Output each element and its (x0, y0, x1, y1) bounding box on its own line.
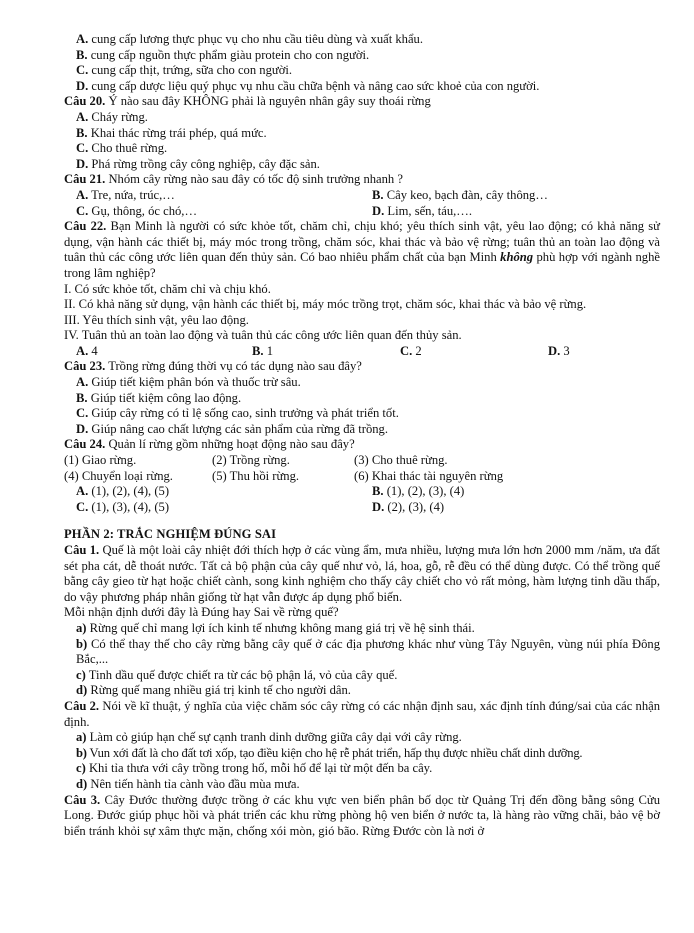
q23-stem: Câu 23. Trồng rừng đúng thời vụ có tác dụng nào sau đây? (64, 359, 362, 374)
q19-option-d: D. cung cấp dược liệu quý phục vụ nhu cầu chữa bệnh và nâng cao sức khoẻ của con người. (76, 78, 540, 93)
q21-options-row-1 (64, 188, 660, 204)
q24-act-5: (5) Thu hồi rừng. (212, 468, 300, 483)
q22-option-c: C. 2 (400, 343, 422, 358)
p2q1-prompt: Mỗi nhận định dưới đây là Đúng hay Sai về rừng quế? (64, 605, 339, 620)
q22-stem: Câu 22. Bạn Minh là người có sức khỏe tốt, chăm chỉ, chịu khó; yêu thích sinh vật, yêu lao động; có khả năng sử dụng, vận hành các thiết bị, máy móc trong trồng, chăm sóc, khai thác và bảo vệ rừng; tuân thủ an toàn lao động và tuân thủ các công ước liên quan đến thủy sản. Có bao nhiêu phẩm chất của bạn Minh không phù hợp với ngành nghề trong lâm nghiệp? (64, 219, 660, 280)
p2q1-item-d: d) Rừng quế mang nhiều giá trị kinh tế cho người dân. (76, 683, 351, 698)
p2q1-item-b: b) Có thể thay thế cho cây rừng bằng cây quế ở các địa phương khác như vùng Tây Nguyên, vùng núi phía Đông Bắc,... (76, 636, 660, 667)
q21-option-a: A. Tre, nứa, trúc,… (76, 187, 175, 202)
q22-item-3: III. Yêu thích sinh vật, yêu lao động. (64, 312, 249, 327)
p2q2-item-a: a) Làm cỏ giúp hạn chế sự cạnh tranh dinh dưỡng giữa cây dại với cây rừng. (76, 730, 462, 745)
q22-options-row (64, 344, 660, 360)
p2q1-item-c: c) Tinh dầu quế được chiết ra từ các bộ phận lá, vỏ của cây quế. (76, 667, 398, 682)
q24-acts-row-2 (64, 469, 660, 485)
exam-page (64, 32, 660, 839)
q24-acts-row-1 (64, 453, 660, 469)
q21-stem: Câu 21. Nhóm cây rừng nào sau đây có tốc độ sinh trưởng nhanh ? (64, 172, 403, 187)
q20-option-a: A. Cháy rừng. (76, 109, 148, 124)
q21-option-b: B. Cây keo, bạch đàn, cây thông… (372, 187, 548, 202)
q23-option-d: D. Giúp nâng cao chất lượng các sản phẩm của rừng đã trồng. (76, 421, 388, 436)
q19-option-b: B. cung cấp nguồn thực phẩm giàu protein cho con người. (76, 47, 370, 62)
q23-option-c: C. Giúp cây rừng có tỉ lệ sống cao, sinh trưởng và phát triển tốt. (76, 406, 399, 421)
q24-act-2: (2) Trồng rừng. (212, 453, 290, 468)
q22-option-b: B. 1 (252, 343, 274, 358)
p2q2-stem: Câu 2. Nói về kĩ thuật, ý nghĩa của việc chăm sóc cây rừng có các nhận định sau, xác định tính đúng/sai của các nhận định. (64, 698, 661, 729)
q21-option-d: D. Lim, sến, táu,…. (372, 203, 473, 218)
q24-option-b: B. (1), (2), (3), (4) (372, 484, 465, 499)
q24-options-row-2 (64, 500, 660, 516)
p2q2-item-c: c) Khi tỉa thưa với cây trồng trong hố, mỗi hố để lại từ một đến ba cây. (76, 761, 433, 776)
q19-option-a: A. cung cấp lương thực phục vụ cho nhu cầu tiêu dùng và xuất khẩu. (76, 32, 423, 46)
p2q1-stem: Câu 1. Quế là một loài cây nhiệt đới thích hợp ở các vùng ẩm, mưa nhiều, lượng mưa lớn hơn 2000 mm /năm, ưa đất sét pha cát, dễ thoát nước. Tất cả bộ phận của cây quế như vỏ, lá, hoa, gỗ, rễ đều có thể dùng được. Có thể trồng quế bằng cây gieo từ hạt hoặc chiết cành, song kinh nghiệm cho thấy cây chiết cho vỏ rất mỏng, hàm lượng tinh dầu thấp, do vậy phương pháp nhân giống từ hạt vẫn được áp dụng phổ biến. (64, 543, 660, 604)
q20-option-b: B. Khai thác rừng trái phép, quá mức. (76, 125, 267, 140)
q24-act-3: (3) Cho thuê rừng. (354, 453, 448, 468)
q20-option-d: D. Phá rừng trồng cây công nghiệp, cây đặc sản. (76, 156, 320, 171)
q19-option-c: C. cung cấp thịt, trứng, sữa cho con người. (76, 63, 293, 78)
q24-option-d: D. (2), (3), (4) (372, 499, 445, 514)
p2q2-item-d: d) Nên tiến hành tỉa cành vào đầu mùa mưa. (76, 776, 300, 791)
q24-option-a: A. (1), (2), (4), (5) (76, 484, 170, 499)
q24-act-1: (1) Giao rừng. (64, 453, 137, 468)
q24-act-6: (6) Khai thác tài nguyên rừng (354, 468, 504, 483)
q22-option-d: D. 3 (548, 343, 570, 358)
q21-option-c: C. Gụ, thông, óc chó,… (76, 203, 198, 218)
q19-options (64, 32, 660, 94)
q24-option-c: C. (1), (3), (4), (5) (76, 499, 170, 514)
q24-options-row-1 (64, 484, 660, 500)
q23-option-b: B. Giúp tiết kiệm công lao động. (76, 390, 242, 405)
q22-item-4: IV. Tuân thủ an toàn lao động và tuân thủ các công ước liên quan đến thủy sản. (64, 328, 462, 343)
p2q1-item-a: a) Rừng quế chỉ mang lợi ích kinh tế nhưng không mang giá trị về hệ sinh thái. (76, 620, 475, 635)
q22-option-a: A. 4 (76, 343, 98, 358)
q24-act-4: (4) Chuyển loại rừng. (64, 468, 173, 483)
part2-heading: PHẦN 2: TRẮC NGHIỆM ĐÚNG SAI (64, 527, 277, 542)
q24-stem: Câu 24. Quản lí rừng gồm những hoạt động nào sau đây? (64, 437, 355, 452)
q22-item-2: II. Có khả năng sử dụng, vận hành các thiết bị, máy móc trồng trọt, chăm sóc, khai thác và bảo vệ rừng. (64, 297, 587, 312)
q23-option-a: A. Giúp tiết kiệm phân bón và thuốc trừ sâu. (76, 375, 301, 390)
q20-stem: Câu 20. Ý nào sau đây KHÔNG phải là nguyên nhân gây suy thoái rừng (64, 94, 431, 109)
q22-item-1: I. Có sức khỏe tốt, chăm chỉ và chịu khó. (64, 281, 271, 296)
q21-options-row-2 (64, 204, 660, 220)
p2q2-item-b: b) Vun xới đất là cho đất tơi xốp, tạo điều kiện cho hệ rễ phát triển, hấp thụ được nhiều chất dinh dưỡng. (76, 745, 583, 760)
q20-option-c: C. Cho thuê rừng. (76, 141, 168, 156)
p2q3-stem: Câu 3. Cây Đước thường được trồng ở các khu vực ven biển phân bố dọc từ Quảng Trị đến đồng bằng sông Cửu Long. Đước giúp phục hồi và phát triển các khu rừng phòng hộ ven biển ở nước ta, là hàng rào vững chãi, bảo vệ bờ biển tránh khỏi sự xâm thực mặn, chống xói mòn, gió bão. Rừng Đước còn là nơi ở (64, 792, 660, 838)
